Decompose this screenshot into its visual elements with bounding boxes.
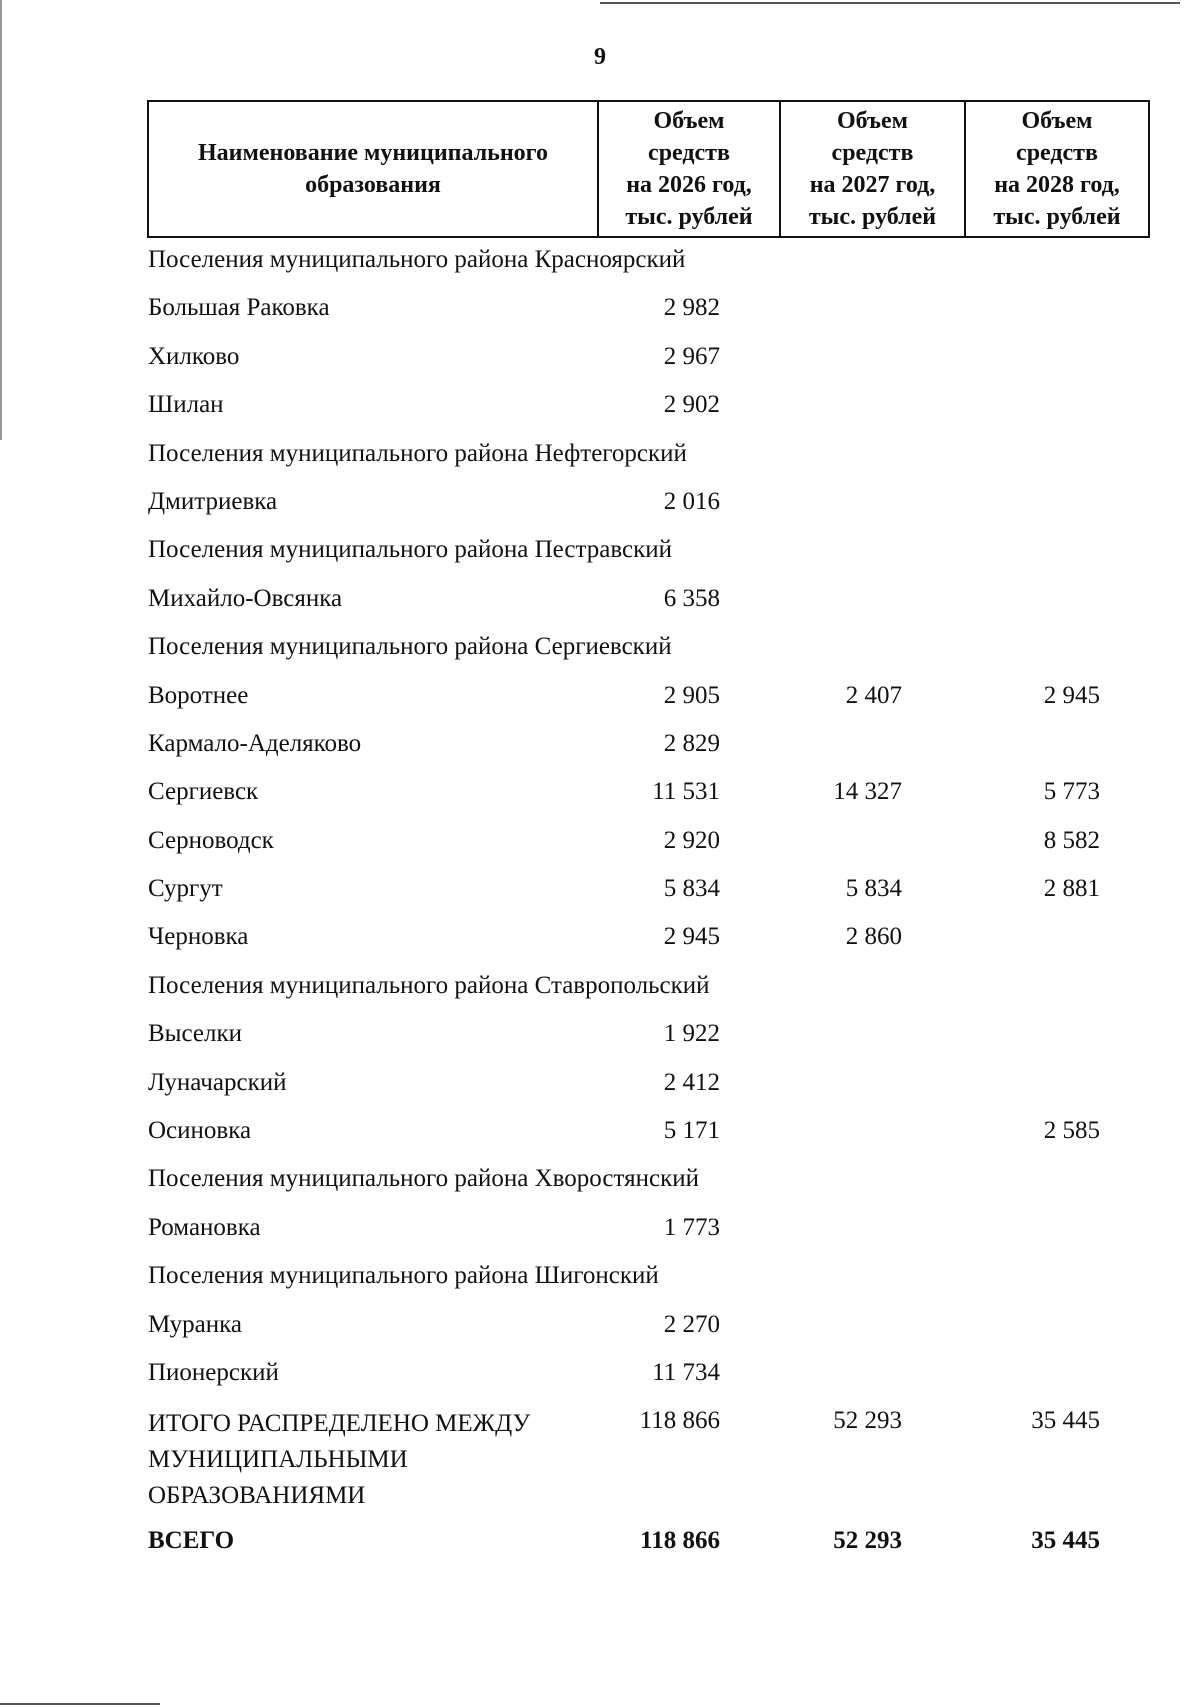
- table-row: [0, 1016, 1200, 1064]
- table-row: [0, 581, 1200, 629]
- amount-2026: 2 982: [663, 294, 720, 322]
- table-row: [0, 1307, 1200, 1355]
- table-row: [0, 823, 1200, 871]
- municipality-name: Большая Раковка: [148, 294, 330, 322]
- municipality-name: Муранка: [148, 1310, 242, 1338]
- amount-2028: 2 881: [1043, 875, 1100, 903]
- district-group-label: Поселения муниципального района Нефтегорский: [148, 439, 687, 467]
- amount-2026: 2 967: [663, 342, 720, 370]
- table-row: [0, 726, 1200, 774]
- total-distributed-row: [0, 1403, 1200, 1523]
- grand-total-row: [0, 1523, 1200, 1571]
- amount-2026: 118 866: [639, 1407, 720, 1435]
- amount-2028: 5 773: [1043, 778, 1100, 806]
- amount-2026: 2 016: [663, 487, 720, 515]
- amount-2028: 2 585: [1043, 1117, 1100, 1145]
- amount-2028: 35 445: [1031, 1407, 1100, 1435]
- amount-2026: 11 531: [652, 778, 720, 806]
- municipality-name: Пионерский: [148, 1358, 279, 1386]
- amount-2027: 2 860: [845, 923, 902, 951]
- amount-2026: 2 920: [663, 826, 720, 854]
- municipality-name: Осиновка: [148, 1117, 252, 1145]
- municipality-name: Шилан: [148, 391, 224, 419]
- amount-2026: 2 412: [663, 1068, 720, 1096]
- amount-2027: 5 834: [845, 875, 902, 903]
- amount-2028: 2 945: [1043, 681, 1100, 709]
- amount-2027: 52 293: [833, 1527, 902, 1555]
- amount-2026: 2 270: [663, 1310, 720, 1338]
- amount-2026: 1 922: [663, 1020, 720, 1048]
- municipality-name: Черновка: [148, 923, 249, 951]
- header-amount-2028: Объем средств на 2028 год, тыс. рублей: [993, 108, 1121, 230]
- municipality-name: Выселки: [148, 1020, 242, 1048]
- header-amount-2026: Объем средств на 2026 год, тыс. рублей: [599, 102, 781, 236]
- table-row: [0, 387, 1200, 435]
- table-body: [0, 242, 1200, 1572]
- district-group-label: Поселения муниципального района Хворостянский: [148, 1165, 700, 1193]
- municipality-name: Воротнее: [148, 681, 249, 709]
- header-amount-2027: Объем средств на 2027 год, тыс. рублей: [781, 102, 966, 236]
- municipality-name: Михайло-Овсянка: [148, 584, 343, 612]
- amount-2028: 8 582: [1043, 826, 1100, 854]
- amount-2027: 2 407: [845, 681, 902, 709]
- amount-2026: 2 902: [663, 391, 720, 419]
- amount-2026: 11 734: [652, 1358, 720, 1386]
- amount-2026: 1 773: [663, 1213, 720, 1241]
- municipality-name: Серноводск: [148, 826, 274, 854]
- district-group-row: [0, 1161, 1200, 1209]
- district-group-label: Поселения муниципального района Пестравский: [148, 536, 672, 564]
- table-row: [0, 1065, 1200, 1113]
- table-row: [0, 1210, 1200, 1258]
- table-row: [0, 339, 1200, 387]
- table-header: [147, 100, 1150, 238]
- table-row: [0, 774, 1200, 822]
- district-group-row: [0, 968, 1200, 1016]
- district-group-label: Поселения муниципального района Красноярский: [148, 246, 686, 273]
- amount-2026: 2 829: [663, 729, 720, 757]
- amount-2028: 35 445: [1031, 1527, 1100, 1555]
- district-group-row: [0, 242, 1200, 290]
- table-row: [0, 919, 1200, 967]
- municipality-name: Луначарский: [148, 1068, 287, 1096]
- amount-2026: 2 905: [663, 681, 720, 709]
- district-group-row: [0, 532, 1200, 580]
- header-municipality-name: Наименование муниципального образования: [149, 102, 599, 236]
- municipality-name: ВСЕГО: [148, 1527, 235, 1555]
- page-number: 9: [594, 44, 606, 70]
- municipality-name: Хилково: [148, 342, 240, 370]
- table-row: [0, 484, 1200, 532]
- amount-2026: 5 171: [663, 1117, 720, 1145]
- amount-2026: 6 358: [663, 584, 720, 612]
- district-group-label: Поселения муниципального района Сергиевский: [148, 633, 672, 661]
- municipality-name: Сергиевск: [148, 778, 259, 806]
- table-row: [0, 290, 1200, 338]
- municipality-name: Сургут: [148, 875, 223, 903]
- district-group-row: [0, 629, 1200, 677]
- district-group-label: Поселения муниципального района Шигонский: [148, 1262, 659, 1290]
- municipality-name: ИТОГО РАСПРЕДЕЛЕНО МЕЖДУ МУНИЦИПАЛЬНЫМИ ОБРАЗОВАНИЯМИ: [148, 1410, 531, 1510]
- scan-border-bottom: [0, 1703, 160, 1705]
- district-group-row: [0, 1258, 1200, 1306]
- amount-2026: 118 866: [640, 1527, 720, 1555]
- table-row: [0, 1113, 1200, 1161]
- scan-border-top: [600, 2, 1180, 4]
- amount-2027: 14 327: [833, 778, 902, 806]
- table-row: [0, 871, 1200, 919]
- municipality-name: Кармало-Аделяково: [148, 729, 362, 757]
- table-row: [0, 678, 1200, 726]
- amount-2026: 5 834: [663, 875, 720, 903]
- table-row: [0, 1355, 1200, 1403]
- municipality-name: Романовка: [148, 1213, 261, 1241]
- amount-2026: 2 945: [663, 923, 720, 951]
- amount-2027: 52 293: [833, 1407, 902, 1435]
- district-group-row: [0, 436, 1200, 484]
- district-group-label: Поселения муниципального района Ставропольский: [148, 971, 710, 999]
- municipality-name: Дмитриевка: [148, 487, 278, 515]
